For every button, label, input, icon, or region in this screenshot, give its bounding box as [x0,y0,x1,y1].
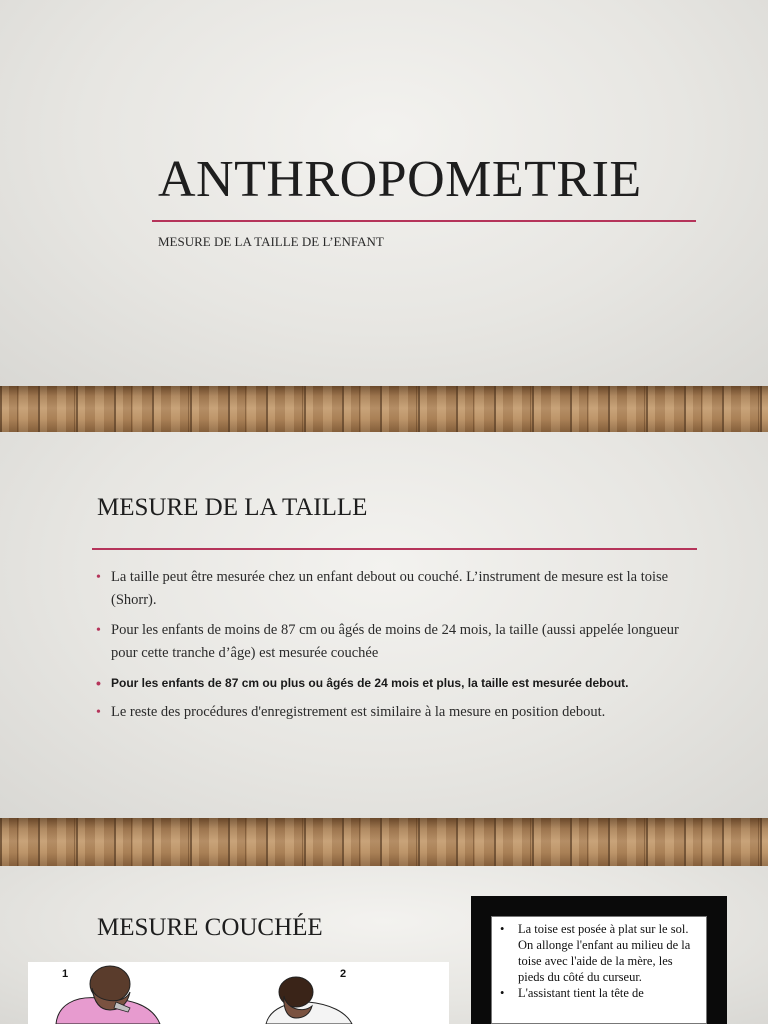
bullet-dot-icon: • [500,922,505,936]
list-item: • L'assistant tient la tête de [500,986,644,1000]
bullet-dot-icon: • [96,675,101,691]
title-divider [92,548,697,550]
wood-floor-decoration [0,386,768,432]
slide-title: MESURE COUCHÉE [97,914,323,941]
list-item: • Pour les enfants de 87 cm ou plus ou âgés de 24 mois et plus, la taille est mesurée debout. [96,672,691,694]
list-item: • La taille peut être mesurée chez un enfant debout ou couché. L’instrument de mesure est la toise (Shorr). [96,566,691,612]
content-slide-mesure-couchee [0,866,768,1024]
figure-label-2: 2 [340,968,347,980]
title-slide [0,0,768,432]
bullet-dot-icon: • [96,570,101,585]
list-item: • Le reste des procédures d'enregistrement est similaire à la mesure en position debout. [96,701,691,724]
slide-title: MESURE DE LA TAILLE [97,494,368,521]
slide-title: ANTHROPOMETRIE [158,151,642,208]
list-item: • Pour les enfants de moins de 87 cm ou âgés de moins de 24 mois, la taille (aussi appelée longueur pour cette tranche d’âge) est mesurée couchée [96,619,691,665]
list-item: • La toise est posée à plat sur le sol. On allonge l'enfant au milieu de la toise avec l'aide de la mère, les pieds du côté du curseur. [500,922,691,984]
instruction-panel [471,896,727,1024]
bullet-dot-icon: • [96,705,101,720]
measurement-illustration [28,962,449,1024]
wood-floor-decoration [0,818,768,866]
title-divider [152,220,696,222]
content-slide-mesure-taille [0,432,768,866]
caregiver-illustration [28,962,449,1024]
bullet-dot-icon: • [500,986,505,1000]
slide-subtitle: MESURE DE LA TAILLE DE L’ENFANT [158,234,384,249]
instruction-textbox [491,916,707,1024]
bullet-list [96,566,691,731]
figure-label-1: 1 [62,968,69,980]
bullet-dot-icon: • [96,623,101,638]
